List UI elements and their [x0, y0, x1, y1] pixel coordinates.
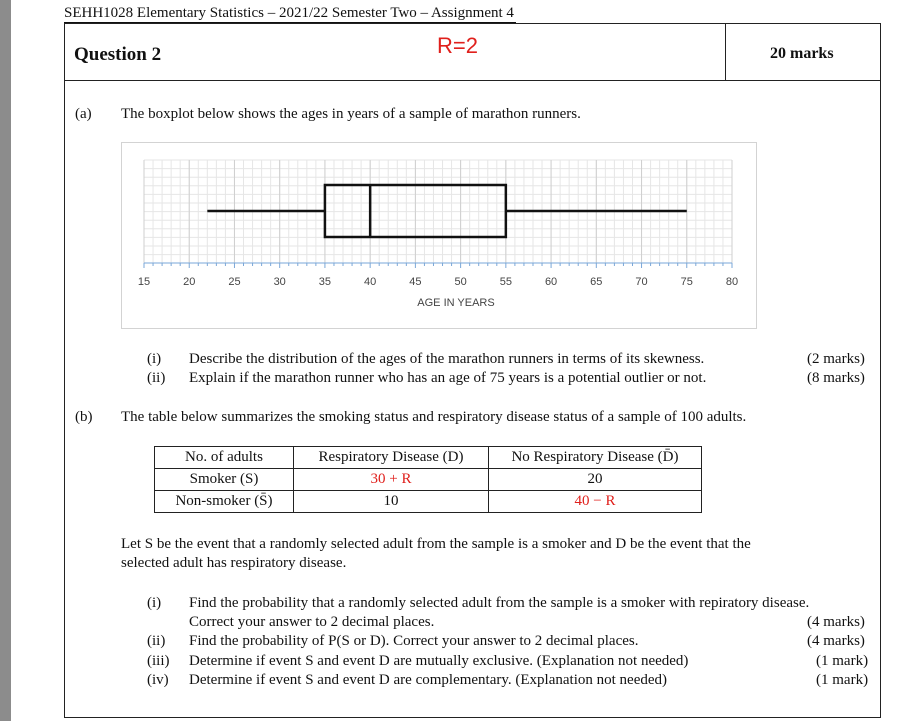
part-b-intro: The table below summarizes the smoking status and respiratory disease status of a sample of 100 adults. — [121, 409, 747, 425]
part-b-item-4-text: Determine if event S and event D are complementary. (Explanation not needed) — [189, 672, 668, 688]
x-tick-label: 65 — [590, 276, 603, 288]
part-b-label: (b) — [75, 409, 93, 425]
part-a-item-1-marks: (2 marks) — [807, 351, 865, 367]
x-tick-label: 80 — [725, 276, 739, 288]
table-row — [155, 469, 702, 491]
x-tick-label: 50 — [454, 276, 467, 288]
x-tick-label: 75 — [680, 276, 693, 288]
total-marks: 20 marks — [770, 45, 834, 62]
header-divider — [725, 23, 726, 81]
smoking-table — [154, 446, 702, 513]
part-a-item-2-num: (ii) — [147, 370, 166, 386]
table-cell-value: 10 — [294, 491, 489, 513]
x-tick-label: 15 — [137, 276, 151, 288]
part-b-item-1-text: Find the probability that a randomly selected adult from the sample is a smoker with repiratory disease. — [189, 595, 810, 611]
x-tick-label: 35 — [318, 276, 332, 288]
x-tick-label: 45 — [409, 276, 422, 288]
part-b-item-4-marks: (1 mark) — [816, 672, 869, 688]
part-a-item-1-num: (i) — [147, 351, 162, 367]
table-header-cell: Respiratory Disease (D) — [294, 447, 489, 469]
part-b-item-2-text: Find the probability of P(S or D). Correct your answer to 2 decimal places. — [189, 633, 639, 649]
x-tick-label: 25 — [228, 276, 241, 288]
r-value-label: R=2 — [437, 33, 478, 58]
part-a-intro: The boxplot below shows the ages in years of a sample of marathon runners. — [121, 106, 581, 122]
x-tick-label: 55 — [499, 276, 512, 288]
part-a-label: (a) — [75, 106, 92, 122]
table-cell-value: 40 − R — [489, 491, 702, 513]
part-a-item-2-marks: (8 marks) — [807, 370, 865, 386]
part-b-item-1-marks: (4 marks) — [807, 614, 865, 630]
part-b-item-3-num: (iii) — [147, 653, 170, 669]
x-tick-label: 40 — [364, 276, 377, 288]
x-tick-label: 60 — [544, 276, 558, 288]
boxplot-chart — [121, 142, 757, 329]
x-axis-label: AGE IN YEARS — [417, 297, 495, 309]
table-header-cell: No. of adults — [155, 447, 294, 469]
table-cell-label: Non-smoker (S̄) — [155, 491, 294, 513]
question-title: Question 2 — [74, 44, 162, 65]
table-cell-label: Smoker (S) — [155, 469, 294, 491]
part-a-item-2-text: Explain if the marathon runner who has an age of 75 years is a potential outlier or not. — [189, 370, 707, 386]
part-b-description-line-1: Let S be the event that a randomly selected adult from the sample is a smoker and D be the event that the — [121, 536, 751, 552]
part-b-item-2-num: (ii) — [147, 633, 166, 649]
part-b-item-1-num: (i) — [147, 595, 162, 611]
table-row — [155, 491, 702, 513]
part-b-item-3-text: Determine if event S and event D are mutually exclusive. (Explanation not needed) — [189, 653, 689, 669]
part-b-item-1-text2: Correct your answer to 2 decimal places. — [189, 614, 435, 630]
part-a-item-1-text: Describe the distribution of the ages of the marathon runners in terms of its skewness. — [189, 351, 705, 367]
part-b-description-line-2: selected adult has respiratory disease. — [121, 555, 347, 571]
x-tick-label: 70 — [635, 276, 648, 288]
part-b-item-4-num: (iv) — [147, 672, 169, 688]
part-b-item-3-marks: (1 mark) — [816, 653, 869, 669]
course-title: SEHH1028 Elementary Statistics – 2021/22 Semester Two – Assignment 4 — [64, 5, 514, 21]
table-cell-value: 20 — [489, 469, 702, 491]
table-header-cell: No Respiratory Disease (D̄) — [489, 447, 702, 469]
x-tick-label: 30 — [273, 276, 286, 288]
table-header-row — [155, 447, 702, 469]
boxplot-svg — [122, 143, 758, 330]
x-tick-label: 20 — [183, 276, 196, 288]
left-margin-bar — [0, 0, 11, 721]
table-cell-value: 30 + R — [294, 469, 489, 491]
part-b-item-2-marks: (4 marks) — [807, 633, 865, 649]
